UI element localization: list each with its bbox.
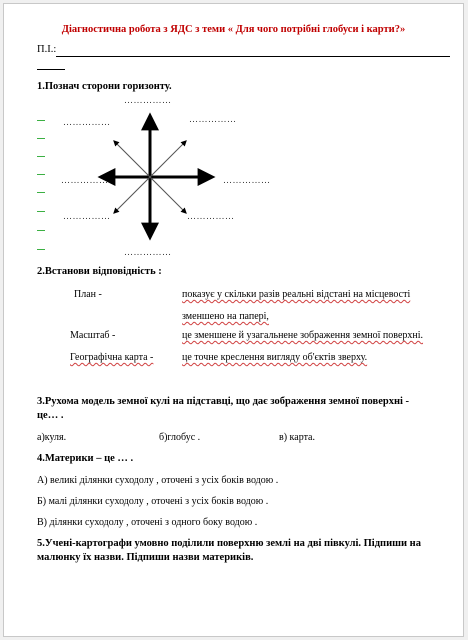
answer-blank-southeast[interactable]: …………… (187, 211, 235, 221)
name-underline-2 (37, 69, 65, 70)
question-2-text: 2.Встанови відповідність : (37, 266, 162, 277)
question-4-text: 4.Материки – це … . (37, 453, 134, 464)
answer-blank-northeast[interactable]: …………… (189, 114, 237, 124)
question-4-option-c[interactable]: В) ділянки суходолу , оточені з одного боку водою . (37, 517, 258, 528)
question-5-text: 5.Учені-картографи умовно поділили поверхню землі на дві півкулі. Підпиши на (37, 538, 421, 549)
match-term-scale: Масштаб - (70, 330, 116, 341)
question-3-option-c[interactable]: в) карта. (279, 432, 315, 443)
match-term-map: Географічна карта - (70, 352, 154, 363)
question-3-option-a[interactable]: а)куля. (37, 432, 67, 443)
question-1 (37, 81, 172, 92)
answer-blank-north[interactable]: …………… (124, 95, 172, 105)
match-definition-1: показує у скільки разів реальні відстані на місцевості (182, 289, 411, 300)
margin-dash (37, 230, 45, 231)
document-page (3, 3, 464, 637)
margin-dash (37, 174, 45, 175)
question-3-option-b[interactable]: б)глобус . (159, 432, 201, 443)
name-underline (56, 56, 450, 57)
question-5-text-cont: малюнку їх назви. Підпиши назви материків. (37, 552, 254, 563)
match-definition-2: це зменшене й узагальнене зображення земної поверхні. (182, 330, 424, 341)
answer-blank-west[interactable]: …………… (61, 175, 109, 185)
match-definition-1-cont: зменшено на папері, (182, 311, 269, 322)
margin-dash (37, 192, 45, 193)
compass-rose-icon (94, 104, 244, 254)
answer-blank-northwest[interactable]: …………… (63, 117, 111, 127)
margin-dash (37, 156, 45, 157)
margin-dash (37, 249, 45, 250)
document-title: Діагностична робота з ЯДС з теми « Для чого потрібні глобуси і карти?» (61, 24, 406, 35)
answer-blank-east[interactable]: …………… (223, 175, 271, 185)
question-4-option-a[interactable]: А) великі ділянки суходолу , оточені з усіх боків водою . (37, 475, 279, 486)
question-4-option-b[interactable]: Б) малі ділянки суходолу , оточені з усіх боків водою . (37, 496, 269, 507)
question-3-text: 3.Рухома модель земної кулі на підставці, що дає зображення земної поверхні - (37, 396, 410, 407)
match-definition-3: це точне креслення вигляду об'єктів зверху. (182, 352, 368, 363)
margin-dash (37, 120, 45, 121)
question-3-text-cont: це… . (37, 410, 64, 421)
answer-blank-southwest[interactable]: …………… (63, 211, 111, 221)
margin-dash (37, 138, 45, 139)
margin-dash (37, 211, 45, 212)
question-1-text: 1.Познач сторони горизонту. (37, 81, 172, 92)
match-term-plan: План - (74, 289, 102, 300)
name-label: П.І.: (37, 44, 57, 55)
answer-blank-south[interactable]: …………… (124, 247, 172, 257)
